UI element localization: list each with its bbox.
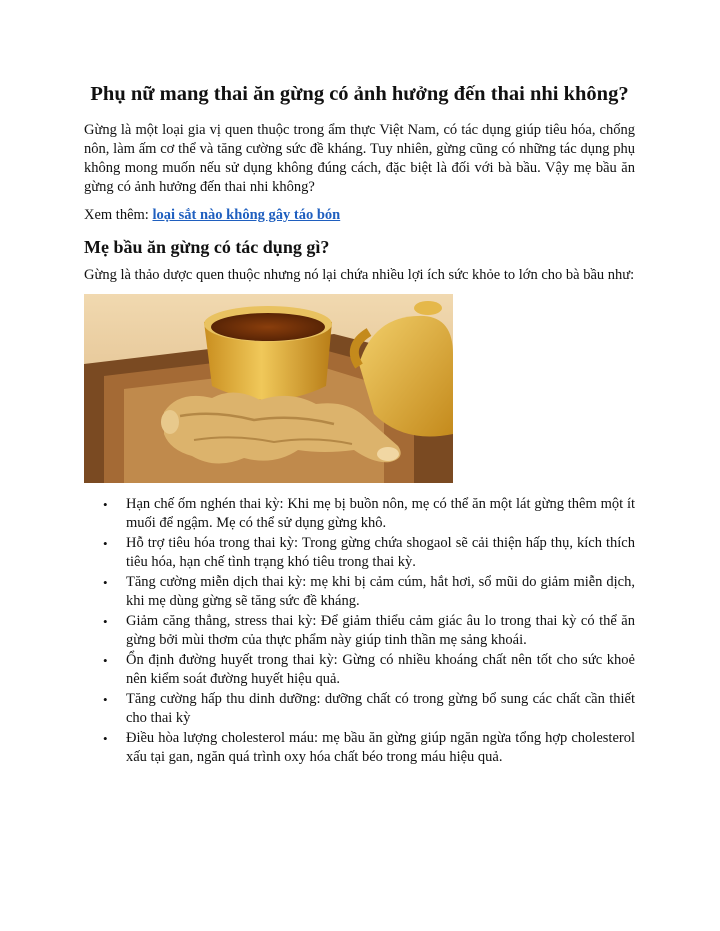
list-item [84, 651, 635, 689]
list-item [84, 534, 635, 572]
intro-paragraph: Gừng là một loại gia vị quen thuộc trong ẩm thực Việt Nam, có tác dụng giúp tiêu hóa, chống nôn, làm ấm cơ thể và tăng cường sức đề kháng. Tuy nhiên, gừng cũng có những tác dụng phụ không mong muốn nếu sử dụng không đúng cách, đặc biệt là đối với bà bầu. Vậy mẹ bầu ăn gừng có ảnh hưởng đến thai nhi không? [84, 122, 635, 195]
see-also-link[interactable]: loại sắt nào không gây táo bón [152, 207, 341, 223]
bullet-icon: • [103, 497, 108, 512]
list-item-text: Hạn chế ốm nghén thai kỳ: Khi mẹ bị buồn nôn, mẹ có thể ăn một lát gừng thêm một ít muối để ngậm. Mẹ có thể sử dụng gừng khô. [126, 496, 635, 531]
list-item-text: Điều hòa lượng cholesterol máu: mẹ bầu ăn gừng giúp ngăn ngừa tổng hợp cholesterol xấu tại gan, ngăn quá trình oxy hóa chất béo trong máu hiệu quả. [126, 730, 635, 765]
list-item [84, 573, 635, 611]
bullet-icon: • [103, 536, 108, 551]
bullet-icon: • [103, 692, 108, 707]
bullet-icon: • [103, 614, 108, 629]
section-lead: Gừng là thảo dược quen thuộc nhưng nó lại chứa nhiều lợi ích sức khỏe to lớn cho bà bầu như: [84, 267, 635, 283]
bullet-icon: • [103, 731, 108, 746]
section-heading: Mẹ bầu ăn gừng có tác dụng gì? [84, 237, 330, 257]
list-item [84, 729, 635, 767]
article [84, 80, 635, 768]
list-item-text: Tăng cường hấp thu dinh dưỡng: dưỡng chất có trong gừng bổ sung các chất cần thiết cho thai kỳ [126, 691, 635, 726]
see-also-prefix: Xem thêm: [84, 207, 153, 223]
list-item-text: Hỗ trợ tiêu hóa trong thai kỳ: Trong gừng chứa shogaol sẽ cải thiện hấp thụ, kích thích tiêu hóa, hạn chế tình trạng khó tiêu trong thai kỳ. [126, 535, 635, 570]
list-item-text: Giảm căng thẳng, stress thai kỳ: Để giảm thiểu cảm giác âu lo trong thai kỳ có thể ăn gừng bởi mùi thơm của thực phẩm này giúp tinh thần mẹ sảng khoái. [126, 613, 635, 648]
bullet-icon: • [103, 575, 108, 590]
list-item [84, 612, 635, 650]
article-title: Phụ nữ mang thai ăn gừng có ảnh hưởng đến thai nhi không? [90, 83, 629, 105]
see-also-line [84, 206, 635, 225]
list-item-text: Ổn định đường huyết trong thai kỳ: Gừng có nhiều khoáng chất nên tốt cho sức khoẻ nên kiểm soát đường huyết hiệu quả. [126, 652, 635, 687]
list-item-text: Tăng cường miễn dịch thai kỳ: mẹ khi bị cảm cúm, hắt hơi, sổ mũi do giảm miễn dịch, khi mẹ dùng gừng sẽ tăng sức đề kháng. [126, 574, 635, 609]
ginger-tea-photo [84, 294, 453, 483]
list-item [84, 495, 635, 533]
benefits-list [84, 495, 635, 767]
list-item [84, 690, 635, 728]
bullet-icon: • [103, 653, 108, 668]
